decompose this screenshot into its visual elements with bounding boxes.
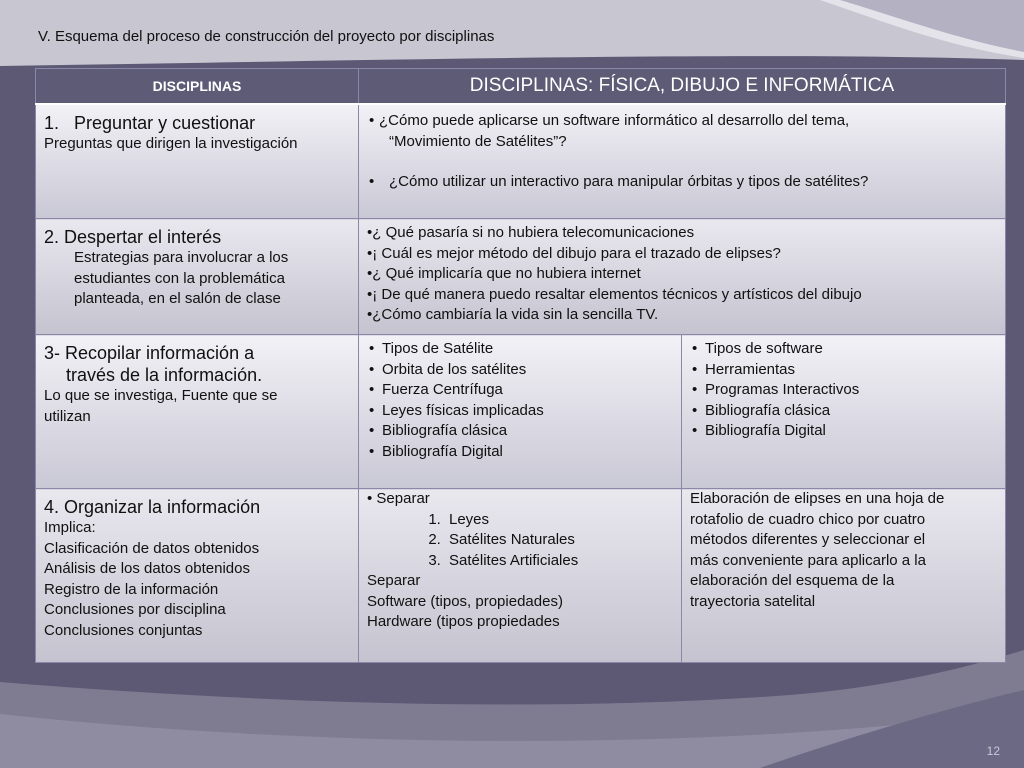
- phase-description-1: Preguntas que dirigen la investigación: [44, 135, 298, 152]
- description-line: Registro de la información: [44, 580, 219, 598]
- list-item: 1. Leyes: [445, 510, 673, 531]
- phase-description-2: [44, 248, 350, 310]
- phase-cell-1: [36, 104, 359, 219]
- question-line: •¡ De qué manera puedo resaltar elementos técnicos y artísticos del dibujo: [367, 285, 862, 303]
- list-item: • Bibliografía Digital: [690, 421, 997, 442]
- list-item: Software (tipos, propiedades): [367, 592, 563, 610]
- separar-heading: Separar: [367, 572, 421, 589]
- question-item: [367, 111, 997, 152]
- table-row-despertar: [36, 219, 1006, 335]
- bullet-icon: •: [369, 112, 375, 129]
- description-line: Lo que se investiga, Fuente que se: [44, 387, 278, 404]
- discipline-table: [35, 68, 1006, 663]
- phase-cell-2: [36, 219, 359, 335]
- separar-heading: • Separar: [367, 490, 430, 507]
- description-line: Conclusiones conjuntas: [44, 621, 203, 639]
- list-item: • Leyes físicas implicadas: [367, 401, 673, 422]
- description-line: Estrategias para involucrar a los: [74, 249, 289, 266]
- table-row-organizar: [36, 489, 1006, 663]
- phase-number-1: 1.: [44, 113, 60, 133]
- question-line: •¿ Qué pasaría si no hubiera telecomunicaciones: [367, 224, 695, 241]
- description-line: rotafolio de cuadro chico por cuatro: [690, 510, 926, 528]
- table-header-row: [36, 69, 1006, 105]
- question-line: •¿Cómo cambiaría la vida sin la sencilla TV.: [367, 306, 659, 323]
- description-line: más conveniente para aplicarlo a la: [690, 551, 926, 569]
- question-item: [367, 172, 997, 193]
- questions-cell-2: [359, 219, 1006, 335]
- question-line: •¡ Cuál es mejor método del dibujo para el trazado de elipses?: [367, 244, 781, 262]
- slide-number: 12: [986, 744, 1000, 758]
- table-row-preguntar: [36, 104, 1006, 219]
- description-line: trayectoria satelital: [690, 592, 816, 610]
- description-line: utilizan: [44, 407, 91, 425]
- description-line: planteada, en el salón de clase: [74, 290, 281, 307]
- question-line: ¿Cómo puede aplicarse un software informático al desarrollo del tema,: [379, 112, 850, 129]
- description-line: estudiantes con la problemática: [74, 269, 285, 287]
- description-line: Análisis de los datos obtenidos: [44, 560, 250, 577]
- description-line: Conclusiones por disciplina: [44, 601, 226, 618]
- informatics-resources-cell: [682, 335, 1006, 489]
- list-item: • Tipos de software: [690, 339, 997, 360]
- list-item: Hardware (tipos propiedades: [367, 613, 560, 630]
- header-fisica-dibujo-informatica: DISCIPLINAS: FÍSICA, DIBUJO E INFORMÁTICA: [359, 69, 1006, 105]
- phase-title-1: [44, 112, 350, 134]
- description-line: Implica:: [44, 519, 96, 536]
- description-line: Clasificación de datos obtenidos: [44, 539, 260, 557]
- list-item: • Orbita de los satélites: [367, 360, 673, 381]
- questions-cell-1: [359, 104, 1006, 219]
- organize-physics-cell: [359, 489, 682, 663]
- list-item: • Programas Interactivos: [690, 380, 997, 401]
- physics-resource-list: [367, 339, 673, 462]
- list-item: 3. Satélites Artificiales: [445, 551, 673, 572]
- list-item: • Herramientas: [690, 360, 997, 381]
- numbered-list: [367, 510, 673, 572]
- phase-description-3: [44, 386, 350, 427]
- phase-label-1: Preguntar y cuestionar: [74, 113, 256, 133]
- informatics-resource-list: [690, 339, 997, 442]
- slide-title: V. Esquema del proceso de construcción del proyecto por disciplinas: [38, 28, 495, 45]
- phase-title-4: 4. Organizar la información: [44, 497, 261, 517]
- phase-description-4: [44, 518, 350, 641]
- phase-title-3-continued: través de la información.: [66, 365, 263, 385]
- phase-cell-3: [36, 335, 359, 489]
- organize-drawing-cell: [682, 489, 1006, 663]
- phase-cell-4: [36, 489, 359, 663]
- phase-title-3: 3- Recopilar información a: [44, 343, 255, 363]
- question-line: •¿ Qué implicaría que no hubiera internet: [367, 265, 641, 282]
- bullet-icon: •: [369, 173, 375, 190]
- table-row-recopilar: [36, 335, 1006, 489]
- list-item: • Bibliografía clásica: [690, 401, 997, 422]
- question-line: ¿Cómo utilizar un interactivo para manipular órbitas y tipos de satélites?: [389, 173, 869, 190]
- physics-resources-cell: [359, 335, 682, 489]
- description-line: Elaboración de elipses en una hoja de: [690, 490, 945, 507]
- list-item: • Bibliografía Digital: [367, 442, 673, 463]
- description-line: elaboración del esquema de la: [690, 572, 895, 589]
- phase-title-2: 2. Despertar el interés: [44, 227, 222, 247]
- list-item: • Tipos de Satélite: [367, 339, 673, 360]
- question-line: “Movimiento de Satélites”?: [389, 132, 567, 150]
- list-item: • Fuerza Centrífuga: [367, 380, 673, 401]
- list-item: 2. Satélites Naturales: [445, 530, 673, 551]
- header-disciplinas: DISCIPLINAS: [36, 69, 359, 105]
- description-line: métodos diferentes y seleccionar el: [690, 531, 926, 548]
- list-item: • Bibliografía clásica: [367, 421, 673, 442]
